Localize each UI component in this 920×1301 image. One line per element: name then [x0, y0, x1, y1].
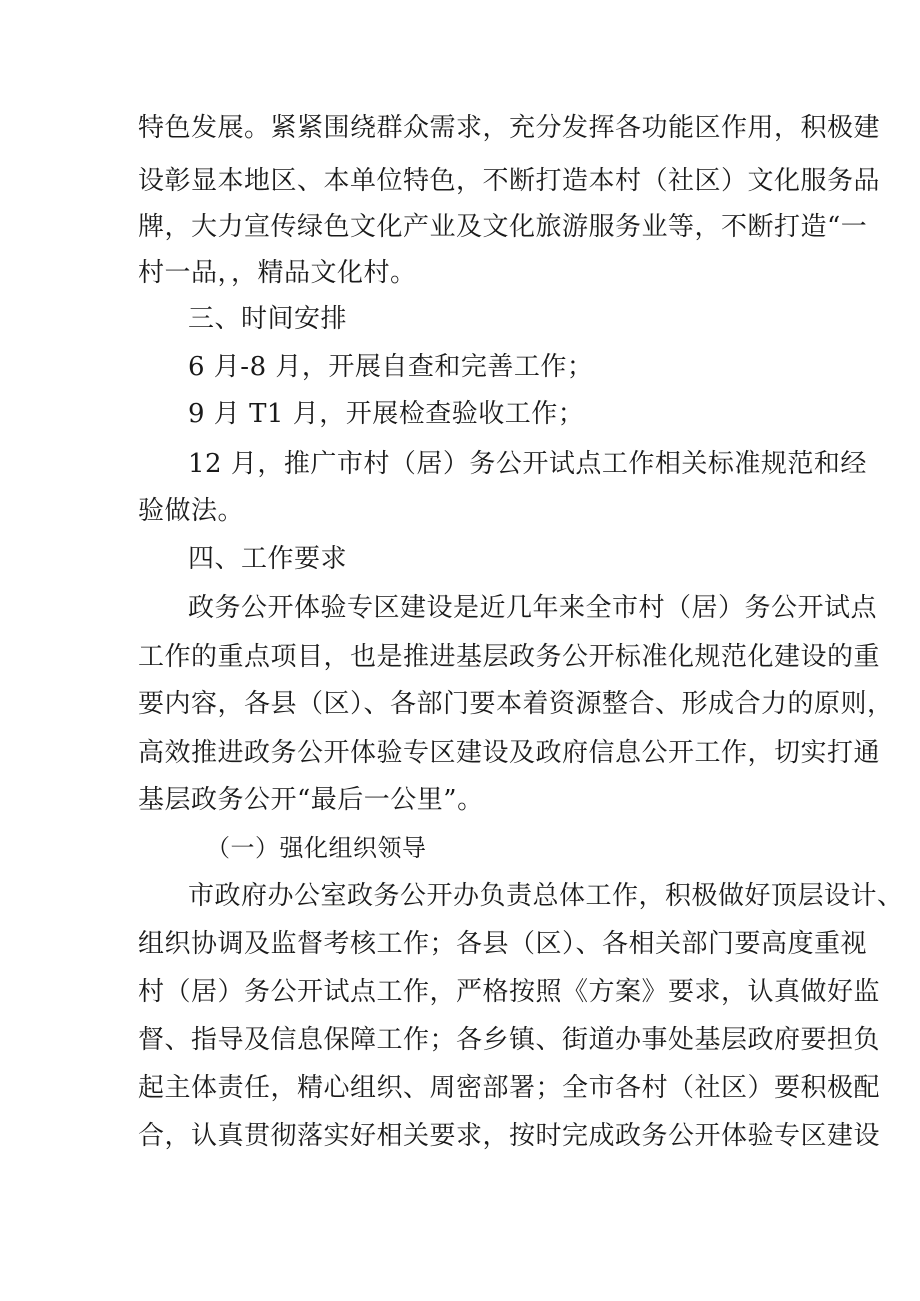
section-heading: 四、工作要求 — [188, 544, 348, 574]
section-heading: 三、时间安排 — [188, 304, 348, 334]
paragraph-line: 合，认真贯彻落实好相关要求，按时完成政务公开体验专区建设 — [138, 1121, 881, 1151]
paragraph-line: 设彰显本地区、本单位特色，不断打造本村（社区）文化服务品 — [138, 166, 881, 196]
paragraph-line: 验做法。 — [138, 496, 245, 526]
paragraph-line: 政务公开体验专区建设是近几年来全市村（居）务公开试点 — [188, 593, 878, 623]
paragraph-line: 特色发展。紧紧围绕群众需求，充分发挥各功能区作用，积极建 — [138, 113, 881, 143]
paragraph-line: 基层政务公开“最后一公里”。 — [138, 785, 484, 815]
subsection-heading: （一）强化组织领导 — [206, 834, 427, 862]
paragraph-line: 起主体责任，精心组织、周密部署；全市各村（社区）要积极配 — [138, 1073, 881, 1103]
paragraph-line: 村（居）务公开试点工作，严格按照《方案》要求，认真做好监 — [138, 977, 881, 1007]
paragraph-line: 牌，大力宣传绿色文化产业及文化旅游服务业等，不断打造“一 — [138, 212, 868, 242]
paragraph-line: 要内容，各县（区）、各部门要本着资源整合、形成合力的原则， — [138, 689, 894, 719]
paragraph-line: 高效推进政务公开体验专区建设及政府信息公开工作，切实打通 — [138, 738, 881, 768]
paragraph-line: 9 月 T1 月，开展检查验收工作； — [188, 399, 585, 429]
paragraph-line: 村一品，，精品文化村。 — [138, 258, 417, 288]
paragraph-line: 市政府办公室政务公开办负责总体工作，积极做好顶层设计、 — [188, 881, 904, 911]
paragraph-line: 6 月-8 月，开展自查和完善工作； — [188, 352, 594, 382]
paragraph-line: 12 月，推广市村（居）务公开试点工作相关标准规范和经 — [188, 449, 867, 479]
paragraph-line: 组织协调及监督考核工作；各县（区）、各相关部门要高度重视 — [138, 929, 868, 959]
paragraph-line: 工作的重点项目，也是推进基层政务公开标准化规范化建设的重 — [138, 642, 881, 672]
paragraph-line: 督、指导及信息保障工作；各乡镇、街道办事处基层政府要担负 — [138, 1025, 881, 1055]
